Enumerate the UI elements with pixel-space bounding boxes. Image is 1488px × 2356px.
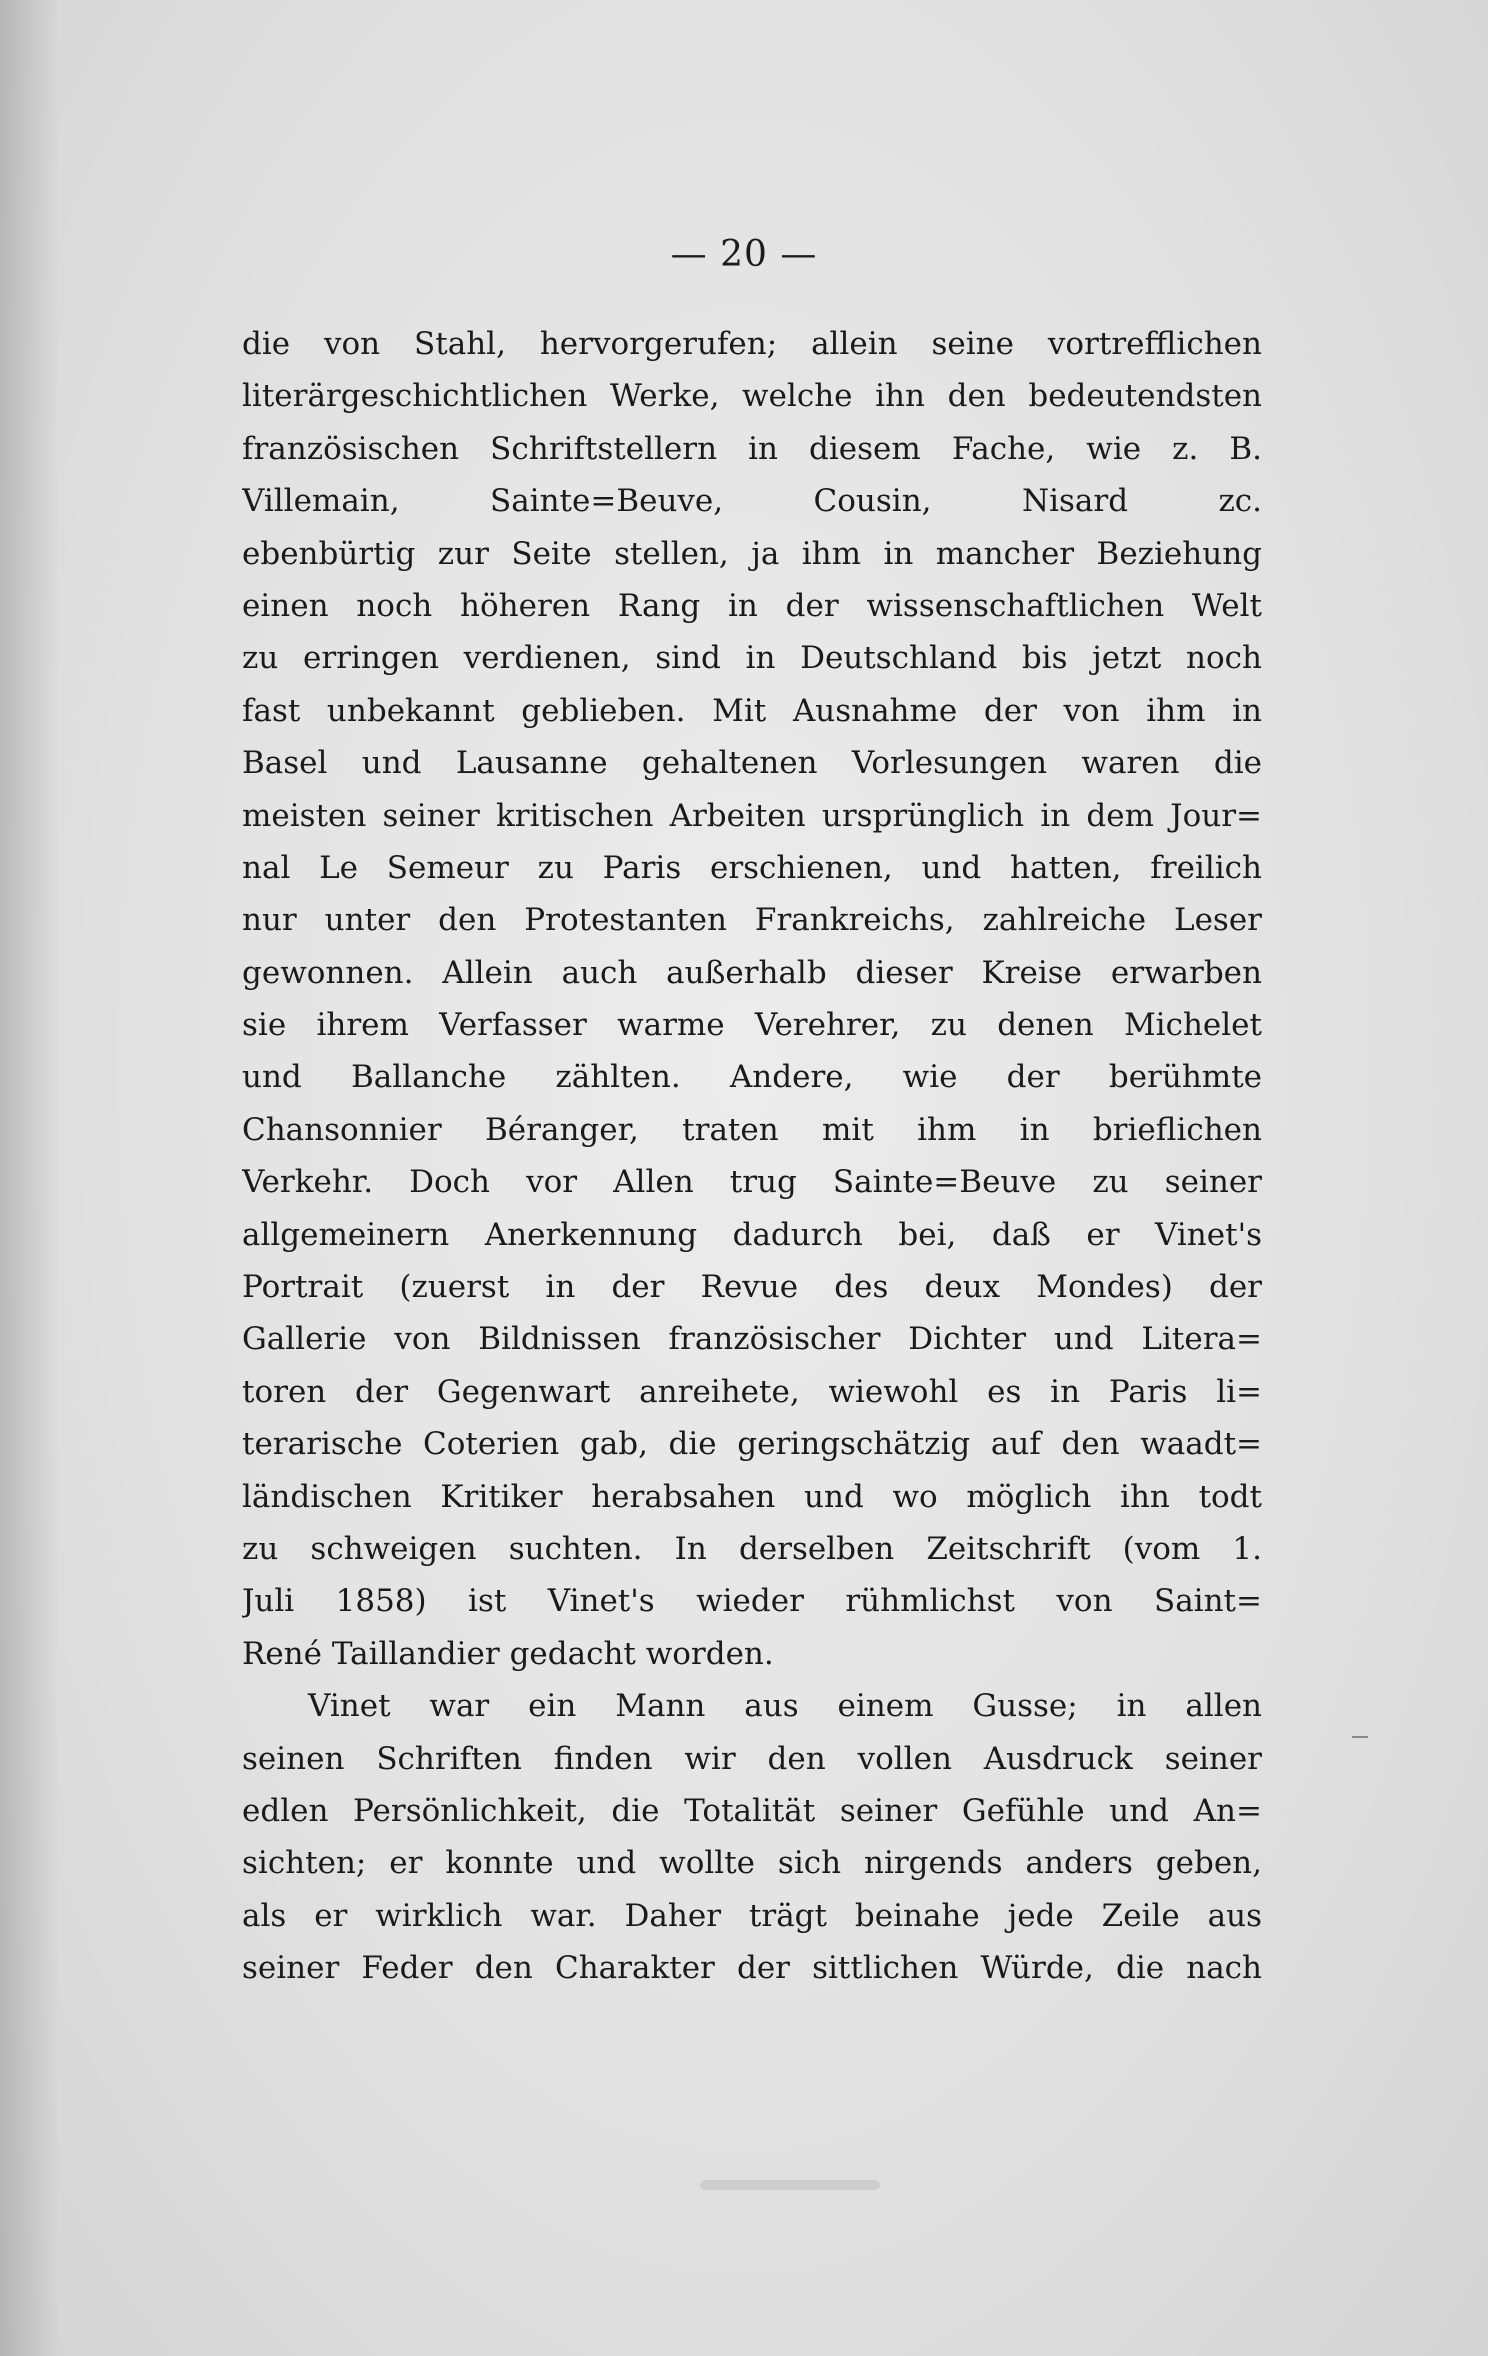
text-line: meisten seiner kritischen Arbeiten ursprünglich in dem Jour=	[242, 797, 1262, 834]
text-line: sichten; er konnte und wollte sich nirgends anders geben,	[242, 1845, 1262, 1882]
text-line: zu schweigen suchten. In derselben Zeitschrift (vom 1.	[242, 1530, 1262, 1567]
text-line: allgemeinern Anerkennung dadurch bei, daß er Vinet's	[242, 1216, 1262, 1253]
text-line: seiner Feder den Charakter der sittlichen Würde, die nach	[242, 1950, 1262, 1987]
text-line: seinen Schriften finden wir den vollen Ausdruck seiner	[242, 1740, 1262, 1777]
text-line: ebenbürtig zur Seite stellen, ja ihm in mancher Beziehung	[242, 535, 1262, 572]
text-line: Portrait (zuerst in der Revue des deux Mondes) der	[242, 1269, 1262, 1306]
text-line: einen noch höheren Rang in der wissenschaftlichen Welt	[242, 587, 1262, 624]
text-line: Gallerie von Bildnissen französischer Dichter und Litera=	[242, 1321, 1262, 1358]
text-line: französischen Schriftstellern in diesem Fache, wie z. B.	[242, 430, 1262, 467]
text-line: sie ihrem Verfasser warme Verehrer, zu denen Michelet	[242, 1007, 1262, 1044]
text-line: nal Le Semeur zu Paris erschienen, und hatten, freilich	[242, 849, 1262, 886]
text-line: Chansonnier Béranger, traten mit ihm in brieflichen	[242, 1111, 1262, 1148]
text-line: zu erringen verdienen, sind in Deutschland bis jetzt noch	[242, 640, 1262, 677]
ink-smudge	[700, 2180, 880, 2190]
page-edge-shadow	[0, 0, 60, 2356]
body-text	[242, 318, 1262, 1995]
margin-mark	[1352, 1736, 1368, 1738]
text-line: René Taillandier gedacht worden.	[242, 1635, 774, 1672]
text-line: toren der Gegenwart anreihete, wiewohl es in Paris li=	[242, 1373, 1262, 1410]
text-line: die von Stahl, hervorgerufen; allein seine vortrefflichen	[242, 326, 1262, 362]
text-line: nur unter den Protestanten Frankreichs, zahlreiche Leser	[242, 902, 1262, 939]
text-line: gewonnen. Allein auch außerhalb dieser Kreise erwarben	[242, 954, 1262, 991]
text-line: Juli 1858) ist Vinet's wieder rühmlichst von Saint=	[242, 1583, 1262, 1620]
text-line: ländischen Kritiker herabsahen und wo möglich ihn todt	[242, 1478, 1262, 1515]
text-line: Verkehr. Doch vor Allen trug Sainte=Beuve zu seiner	[242, 1164, 1262, 1201]
text-line: Vinet war ein Mann aus einem Gusse; in allen	[308, 1688, 1262, 1725]
text-line: literärgeschichtlichen Werke, welche ihn den bedeutendsten	[242, 378, 1262, 415]
text-line: Basel und Lausanne gehaltenen Vorlesungen waren die	[242, 745, 1262, 782]
text-line: fast unbekannt geblieben. Mit Ausnahme der von ihm in	[242, 692, 1262, 729]
text-line: und Ballanche zählten. Andere, wie der berühmte	[242, 1059, 1262, 1096]
page-number: — 20 —	[670, 234, 818, 275]
text-line: edlen Persönlichkeit, die Totalität seiner Gefühle und An=	[242, 1792, 1262, 1829]
text-line: terarische Coterien gab, die geringschätzig auf den waadt=	[242, 1426, 1262, 1463]
text-line: Villemain, Sainte=Beuve, Cousin, Nisard zc.	[242, 483, 1262, 520]
text-line: als er wirklich war. Daher trägt beinahe jede Zeile aus	[242, 1897, 1262, 1934]
